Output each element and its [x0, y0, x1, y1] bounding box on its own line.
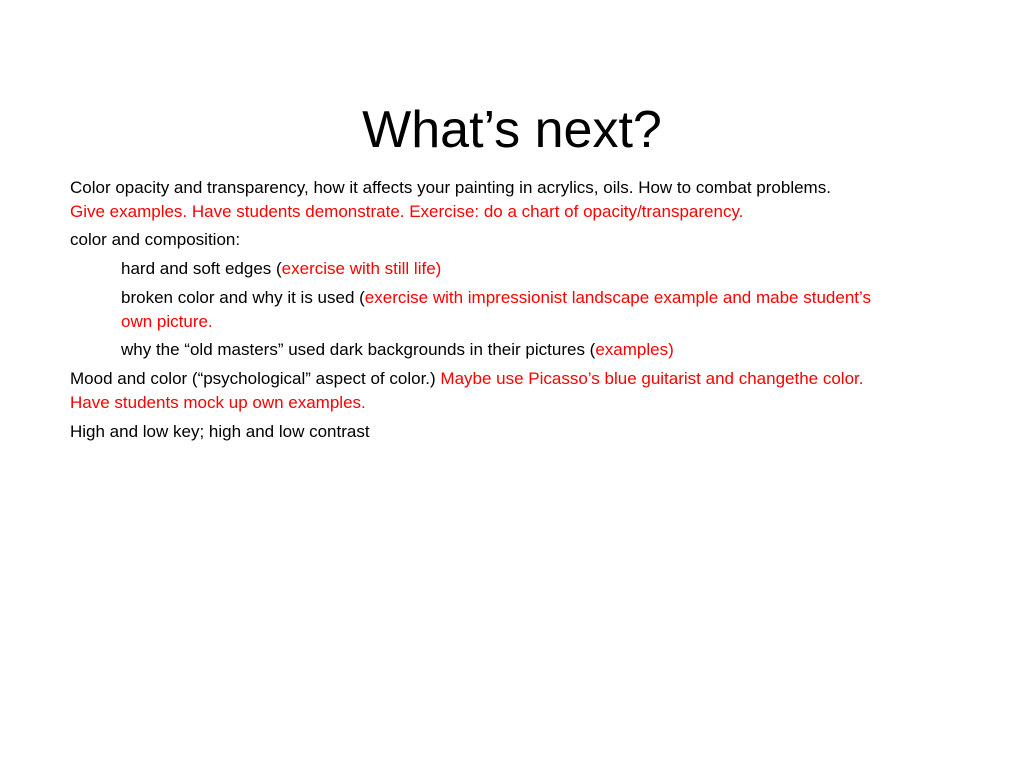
subbullet-note: examples): [595, 340, 674, 359]
subbullet-broken-color: [121, 286, 871, 334]
slide-title: What’s next?: [362, 101, 662, 159]
bullet-key-contrast: [70, 420, 370, 444]
bullet-note-continued: Have students mock up own examples.: [70, 393, 366, 412]
bullet-text: Color opacity and transparency, how it affects your painting in acrylics, oils. How to combat problems.: [70, 178, 831, 197]
subbullet-note: exercise with impressionist landscape example and mabe student’s: [364, 288, 871, 307]
bullet-note: Give examples. Have students demonstrate. Exercise: do a chart of opacity/transparency.: [70, 202, 744, 221]
subbullet-text: why the “old masters” used dark backgrounds in their pictures (: [121, 340, 596, 359]
bullet-mood-color: [70, 367, 863, 415]
bullet-text: color and composition:: [70, 230, 241, 249]
bullet-note: Maybe use Picasso’s blue guitarist and changethe color.: [440, 369, 864, 388]
bullet-color-composition: [70, 228, 240, 252]
subbullet-text: broken color and why it is used (: [121, 288, 365, 307]
subbullet-note-continued: own picture.: [121, 312, 213, 331]
bullet-text: Mood and color (“psychological” aspect of color.): [70, 369, 441, 388]
subbullet-note: exercise with still life): [281, 259, 442, 278]
subbullet-old-masters: [121, 338, 674, 362]
subbullet-text: hard and soft edges (: [121, 259, 282, 278]
bullet-text: High and low key; high and low contrast: [70, 422, 370, 441]
bullet-opacity: [70, 176, 831, 224]
subbullet-edges: [121, 257, 441, 281]
